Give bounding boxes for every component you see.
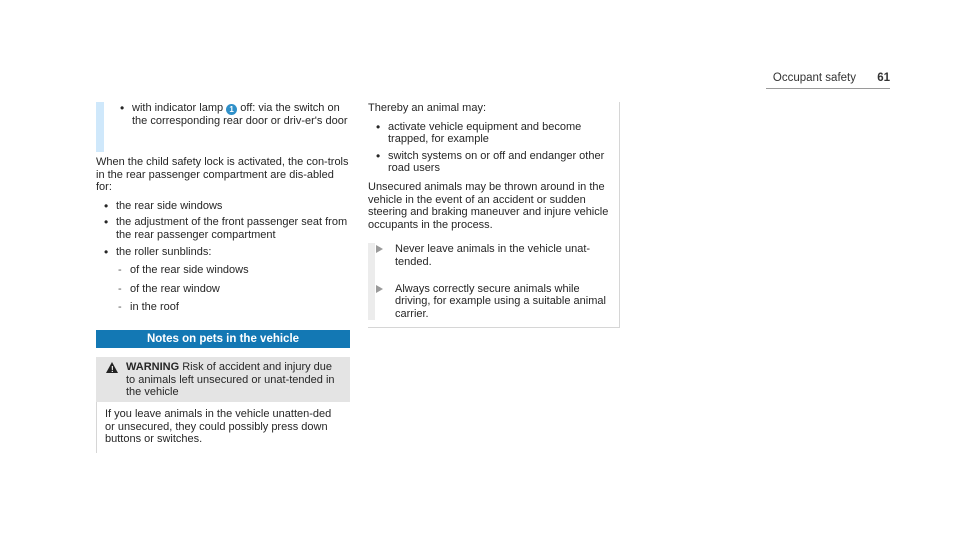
page-header [766,72,890,90]
section-name: Occupant safety [772,72,856,84]
sub-item: - of the rear window [96,283,350,296]
list-item: • the roller sunblinds: [96,246,350,259]
header-rule [766,88,890,89]
sub-item: - in the roof [96,301,350,314]
pets-box [368,102,620,328]
indicator-lamp-badge-icon: 1 [226,104,237,115]
warning-header [96,357,350,402]
left-column [96,102,350,314]
unsecured-paragraph: Unsecured animals may be thrown around in the vehicle in the event of an accident or sudden steering and braking maneuver and injure vehicle occupants in the process. [368,180,609,231]
indicator-prefix: with indicator lamp [132,102,224,114]
action-item: Never leave animals in the vehicle unat-tended. [368,243,615,268]
child-lock-paragraph: When the child safety lock is activated, the con-trols in the rear passenger compartment are dis-abled for: [96,156,349,194]
action-box [368,243,615,320]
right-column [368,102,620,328]
warning-label: WARNING [126,361,180,373]
list-item: • the rear side windows [96,200,350,213]
list-item: • the adjustment of the front passenger seat from the rear passenger compartment [96,216,350,241]
indicator-bullet [112,102,350,128]
disabled-list [96,200,350,314]
warning-box [96,357,350,453]
section-title: Notes on pets in the vehicle [96,330,350,348]
list-item: • activate vehicle equipment and become trapped, for example [368,121,615,146]
warning-head-text: Risk of accident and injury due to animals left unsecured or unat-tended in the vehicle [126,361,335,399]
risk-list [368,121,615,175]
warning-triangle-icon: ! [106,362,118,373]
indicator-note [96,102,350,152]
list-item: • switch systems on or off and endanger other road users [368,150,615,175]
warning-body: If you leave animals in the vehicle unatten-ded or unsecured, they could possibly press down buttons or switches. [96,402,350,453]
page-number: 61 [877,72,890,84]
intro-text: Thereby an animal may: [368,102,486,114]
sub-item: - of the rear side windows [96,264,350,277]
action-item: Always correctly secure animals while driving, for example using a suitable animal carrier. [368,283,615,321]
indicator-text: off: via the switch on the corresponding rear door or driv-er's door [132,102,348,127]
